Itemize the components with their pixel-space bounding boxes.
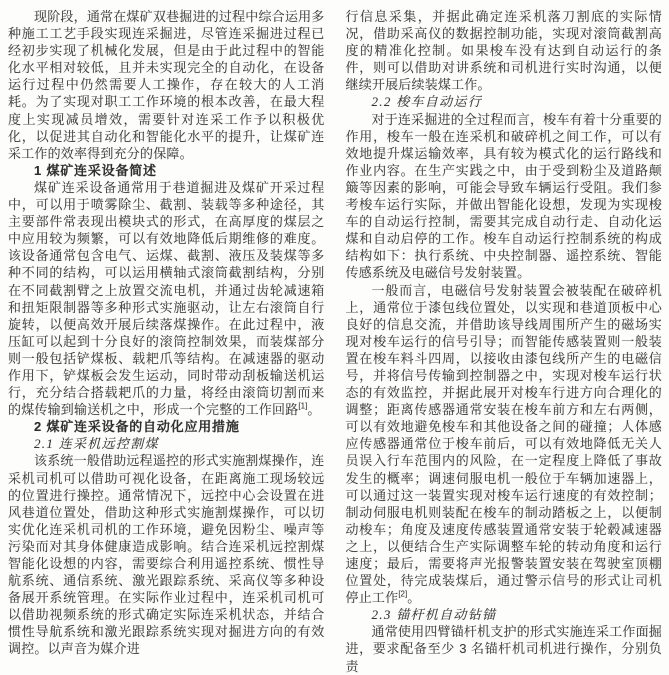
sub-heading: 2.1 连采机远控割煤 xyxy=(34,436,159,452)
paragraph: 通常使用四臂锚杆机支护的形式实施连采工作面掘进，要求配备至少 3 名锚杆机司机进行操作，分别负责 xyxy=(345,624,662,674)
section-heading: 1 煤矿连采设备简述 xyxy=(34,162,157,178)
section-heading: 2 煤矿连采设备的自动化应用措施 xyxy=(34,419,240,435)
paragraph: 行信息采集，并据此确定连采机落刀割底的实际情况，借助采高仪的数据控制功能，实现对滚筒截割高度的精准化控制。如果梭车没有达到自动运行的条件，则可以借助对讲系统和司机进行实时沟通，以便继续开展后续装煤工作。 xyxy=(345,9,662,93)
sub-heading: 2.2 梭车自动运行 xyxy=(371,94,482,110)
left-column xyxy=(8,8,325,657)
citation-ref: [2] xyxy=(398,589,408,599)
citation-ref: [1] xyxy=(298,401,308,411)
paragraph: 煤矿连采设备通常用于巷道掘进及煤矿开采过程中，可以用于喷雾除尘、截割、装载等多种途径，其主要部件常表现出模块式的形式，在高厚度的煤层之中应用较为频繁，可以有效地降低后期维修的难度。该设备通常包含电气、运煤、截割、液压及装煤等多种不同的结构，可以运用横轴式滚筒截割结构，分别在不同截割臂之上放置交流电机，并通过齿轮减速箱和扭矩限制器等多种形式实施驱动，让左右滚筒自行旋转，以便高效开展后续落煤操作。在此过程中，液压缸可以起到十分良好的滚筒控制效果，而装煤部分则一般包括铲煤板、载耙爪等结构。在减速器的驱动作用下，铲煤板会发生运动，同时带动刮板输送机运行，充分结合搭载耙爪的力量，将经由滚筒切割而来的煤传输到输送机之中，形成一个完整的工作回路[1]。 xyxy=(8,179,325,418)
sub-heading: 2.3 锚杆机自动钻锚 xyxy=(371,607,497,623)
right-column xyxy=(345,8,663,674)
paragraph: 对于连采掘进的全过程而言，梭车有着十分重要的作用，梭车一般在连采机和破碎机之间工作，可以有效地提升煤运输效率，具有较为模式化的运行路线和作业内容。在生产实践之中，由于受到粉尘及道路颠簸等因素的影响，可能会导致车辆运行受阻。我们参考梭车运行实际，并做出智能化设想，发现为实现梭车的自动运行控制，需要其完成自动行走、自动化运煤和自动启停的工作。梭车自动运行控制系统的构成结构如下：执行系统、中央控制器、遥控系统、智能传感系统及电磁信号发射装置。 xyxy=(345,111,662,281)
paragraph: 一般而言，电磁信号发射装置会被装配在破碎机上，通常位于漆包线位置处，以实现和巷道顶板中心良好的信息交流，并借助该导线周围所产生的磁场实现对梭车运行的信号引导；而智能传感装置则一般装置在梭车料斗四周，以接收由漆包线所产生的电磁信号，并将信号传输到控制器之中，实现对梭车运行状态的有效监控，并据此展开对梭车行进方向合理化的调整；距离传感器通常安装在梭车前方和左右两侧，可以有效地避免梭车和其他设备之间的碰撞；人体感应传感器通常位于梭车前后，可以有效地降低无关人员误入行车范围内的风险，在一定程度上降低了事故发生的概率；调速伺服电机一般位于车辆加速器上，可以通过这一装置实现对梭车运行速度的有效控制；制动伺服电机则装配在梭车的制动踏板之上，以便制动梭车；角度及速度传感装置通常安装于轮毂减速器之上，以便结合生产实际调整车轮的转动角度和运行速度；最后，需要将声光报警装置安装在驾驶室顶棚位置处，待完成装煤后，通过警示信号的形式让司机停止工作[2]。 xyxy=(345,282,662,606)
paragraph: 该系统一般借助远程遥控的形式实施割煤操作，连采机司机可以借助可视化设备，在距离施工现场较远的位置进行操控。通常情况下，远控中心会设置在进风巷道位置处，借助这种形式实施割煤操作，可以切实优化连采机司机的工作环境，避免因粉尘、噪声等污染而对其身体健康造成影响。结合连采机远控割煤智能化设想的内容，需要综合利用遥控系统、惯性导航系统、通信系统、激光跟踪系统、采高仪等多种设备展开系统管理。在实际作业过程中，连采机司机可以借助视频系统的形式确定实际连采机状态，并结合惯性导航系统和激光跟踪系统实现对掘进方向的有效调控。以声音为媒介进 xyxy=(8,453,325,657)
paragraph: 现阶段，通常在煤矿双巷掘进的过程中综合运用多种施工工艺手段实现连采掘进，尽管连采掘进过程已经初步实现了机械化发展，但是由于此过程中的智能化水平相对较低，且并未实现完全的自动化，在设备运行过程中仍然需要人工操作，存在较大的人工消耗。为了实现对职工工作环境的根本改善，在最大程度上实现减员增效，需要针对连采工作予以积极优化，以促进其自动化和智能化水平的提升，让煤矿连采工作的效率得到充分的保障。 xyxy=(8,9,325,161)
